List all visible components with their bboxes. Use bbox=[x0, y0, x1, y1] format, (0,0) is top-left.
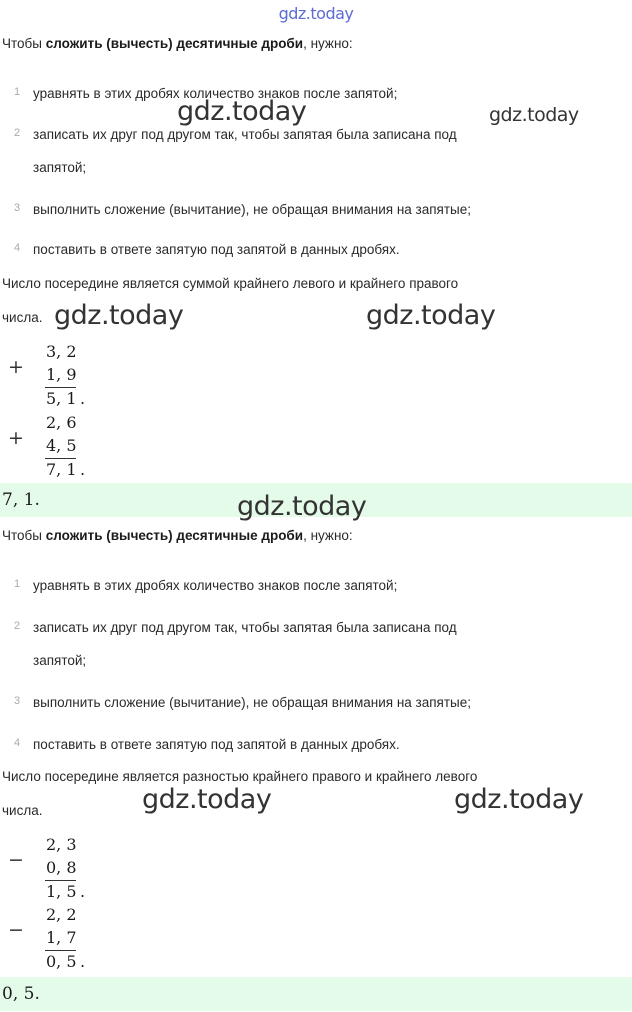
step-text: записать их друг под другом так, чтобы запятая была записана под bbox=[33, 127, 457, 142]
step-text: выполнить сложение (вычитание), не обращая внимания на запятые; bbox=[33, 695, 471, 710]
operand-bottom: 1, 9 bbox=[46, 365, 77, 384]
step-text: запятой; bbox=[33, 653, 87, 668]
site-logo[interactable]: gdz.today bbox=[278, 4, 354, 23]
result-value: 7, 1 bbox=[46, 460, 77, 479]
intro-bold: сложить (вычесть) десятичные дроби bbox=[45, 36, 304, 51]
result-line bbox=[45, 458, 76, 459]
result-line bbox=[45, 950, 76, 951]
result-line bbox=[45, 880, 76, 881]
watermark: gdz.today bbox=[142, 784, 272, 815]
column-calculation bbox=[0, 905, 140, 975]
intro-pre: Чтобы bbox=[2, 36, 46, 51]
result-period: . bbox=[80, 460, 86, 479]
operand-top: 2, 3 bbox=[46, 835, 77, 854]
step-number: 3 bbox=[14, 202, 21, 214]
step-text: запятой; bbox=[33, 160, 87, 175]
note-line: числа. bbox=[2, 310, 43, 325]
intro-post: , нужно: bbox=[303, 528, 353, 543]
column-calculation bbox=[0, 342, 140, 412]
watermark: gdz.today bbox=[237, 491, 367, 522]
step-number: 4 bbox=[14, 737, 21, 749]
operand-bottom: 0, 8 bbox=[46, 858, 77, 877]
operand-bottom: 1, 7 bbox=[46, 928, 77, 947]
intro-pre: Чтобы bbox=[2, 528, 46, 543]
operator-sign: − bbox=[8, 919, 24, 941]
step-number: 1 bbox=[14, 578, 21, 590]
step-number: 2 bbox=[14, 620, 21, 632]
result-value: 0, 5 bbox=[46, 952, 77, 971]
intro-bold: сложить (вычесть) десятичные дроби bbox=[45, 528, 304, 543]
column-calculation bbox=[0, 413, 140, 483]
watermark: gdz.today bbox=[177, 96, 307, 127]
operand-top: 2, 2 bbox=[46, 905, 77, 924]
operator-sign: − bbox=[8, 849, 24, 871]
result-line bbox=[45, 387, 76, 388]
answer-box bbox=[0, 977, 632, 1011]
operand-top: 2, 6 bbox=[46, 413, 77, 432]
operand-bottom: 4, 5 bbox=[46, 436, 77, 455]
operand-top: 3, 2 bbox=[46, 342, 77, 361]
answer-value: 0, 5. bbox=[2, 984, 40, 1004]
watermark: gdz.today bbox=[54, 300, 184, 331]
watermark: gdz.today bbox=[454, 784, 584, 815]
step-text: уравнять в этих дробях количество знаков после запятой; bbox=[33, 86, 398, 101]
note-line: Число посередине является разностью крайнего правого и крайнего левого bbox=[2, 769, 478, 784]
operator-sign: + bbox=[8, 427, 24, 449]
note-line: Число посередине является суммой крайнего левого и крайнего правого bbox=[2, 276, 459, 291]
watermark: gdz.today bbox=[489, 104, 579, 126]
column-calculation bbox=[0, 835, 140, 905]
answer-value: 7, 1. bbox=[2, 490, 40, 510]
step-text: поставить в ответе запятую под запятой в данных дробях. bbox=[33, 737, 400, 752]
step-text: выполнить сложение (вычитание), не обращая внимания на запятые; bbox=[33, 202, 471, 217]
step-text: поставить в ответе запятую под запятой в данных дробях. bbox=[33, 242, 400, 257]
operator-sign: + bbox=[8, 356, 24, 378]
intro-text bbox=[2, 528, 353, 543]
step-number: 2 bbox=[14, 127, 21, 139]
result-period: . bbox=[80, 952, 86, 971]
step-text: записать их друг под другом так, чтобы запятая была записана под bbox=[33, 620, 457, 635]
intro-post: , нужно: bbox=[303, 36, 353, 51]
result-value: 1, 5 bbox=[46, 882, 77, 901]
result-period: . bbox=[80, 389, 86, 408]
step-number: 1 bbox=[14, 86, 21, 98]
watermark: gdz.today bbox=[366, 300, 496, 331]
intro-text bbox=[2, 36, 353, 51]
result-period: . bbox=[80, 882, 86, 901]
result-value: 5, 1 bbox=[46, 389, 77, 408]
step-text: уравнять в этих дробях количество знаков после запятой; bbox=[33, 578, 398, 593]
note-line: числа. bbox=[2, 803, 43, 818]
step-number: 4 bbox=[14, 242, 21, 254]
step-number: 3 bbox=[14, 695, 21, 707]
